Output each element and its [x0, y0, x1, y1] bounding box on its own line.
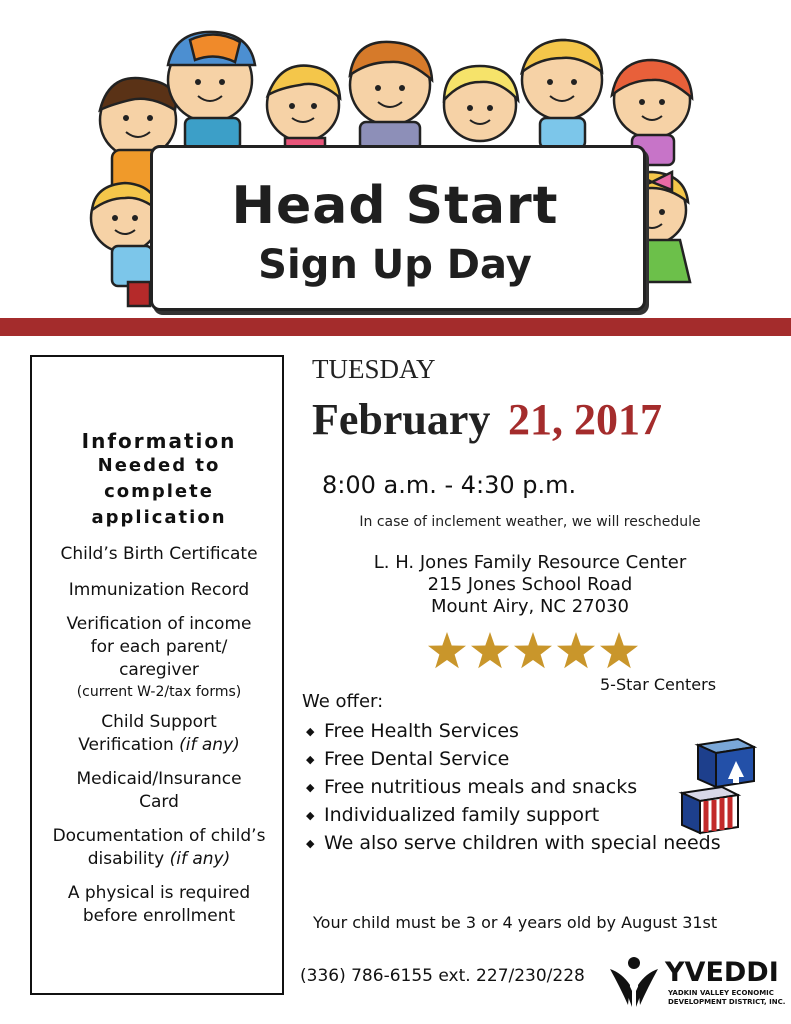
- info-heading-line: application: [91, 507, 227, 528]
- star-rating-caption: 5-Star Centers: [600, 675, 717, 694]
- requirement-medicaid-line: Card: [139, 792, 179, 812]
- requirement-disability-line2: disability (if any): [87, 849, 231, 869]
- info-heading-line: Information: [81, 429, 237, 453]
- header-divider: [0, 318, 791, 336]
- offer-heading: We offer:: [302, 691, 384, 712]
- requirement-income-line: caregiver: [119, 660, 199, 680]
- requirement-physical-line: A physical is required: [67, 883, 251, 903]
- address-line: L. H. Jones Family Resource Center: [373, 552, 687, 573]
- event-date: 21, 2017: [508, 395, 662, 444]
- offer-item: ◆ Free nutritious meals and snacks: [306, 776, 638, 798]
- requirement-immunization: Immunization Record: [68, 580, 250, 600]
- address-line: 215 Jones School Road: [427, 574, 633, 595]
- info-heading-line: complete: [104, 481, 214, 502]
- age-requirement-note: Your child must be 3 or 4 years old by August 31st: [313, 913, 718, 932]
- info-needed-box: [30, 355, 284, 995]
- offer-item: ◆ We also serve children with special needs: [306, 832, 721, 854]
- diamond-bullet-icon: ◆: [306, 753, 315, 766]
- requirement-income-note: (current W-2/tax forms): [76, 684, 242, 700]
- diamond-bullet-icon: ◆: [306, 725, 315, 738]
- requirement-birth-certificate: Child’s Birth Certificate: [60, 544, 258, 564]
- contact-phone: (336) 786-6155 ext. 227/230/228: [300, 966, 585, 986]
- diamond-bullet-icon: ◆: [306, 809, 315, 822]
- event-day: TUESDAY: [312, 354, 436, 384]
- requirement-income-line: Verification of income: [66, 614, 252, 634]
- logo-name: YVEDDI: [665, 957, 779, 988]
- diamond-bullet-icon: ◆: [306, 837, 315, 850]
- page-title: Head Start: [231, 176, 559, 236]
- yveddi-logo-icon: [606, 955, 662, 1009]
- offer-item: ◆ Free Health Services: [306, 720, 519, 742]
- star-rating: [426, 630, 641, 674]
- logo-subtitle: DEVELOPMENT DISTRICT, INC.: [668, 998, 786, 1006]
- requirement-disability: Documentation of child’s: [52, 826, 266, 846]
- star-icon: [428, 632, 466, 668]
- address-line: Mount Airy, NC 27030: [431, 596, 629, 617]
- requirement-medicaid-line: Medicaid/Insurance: [76, 769, 242, 789]
- info-heading-line: Needed to: [97, 455, 221, 476]
- requirement-child-support: Child Support: [101, 712, 217, 732]
- offer-item: ◆ Individualized family support: [306, 804, 600, 826]
- toy-blocks-icon: [676, 735, 758, 835]
- offer-item: ◆ Free Dental Service: [306, 748, 510, 770]
- logo-subtitle: YADKIN VALLEY ECONOMIC: [668, 989, 774, 997]
- star-icon: [514, 632, 552, 668]
- diamond-bullet-icon: ◆: [306, 781, 315, 794]
- requirement-physical-line: before enrollment: [82, 906, 236, 926]
- event-month: February: [312, 395, 491, 444]
- requirement-child-support-line2: Verification (if any): [78, 735, 240, 755]
- weather-note: In case of inclement weather, we will reschedule: [359, 514, 701, 530]
- page-subtitle: Sign Up Day: [258, 242, 532, 288]
- requirement-income-line: for each parent/: [90, 637, 228, 657]
- star-icon: [600, 632, 638, 668]
- event-time: 8:00 a.m. - 4:30 p.m.: [322, 471, 577, 499]
- star-icon: [471, 632, 509, 668]
- star-icon: [557, 632, 595, 668]
